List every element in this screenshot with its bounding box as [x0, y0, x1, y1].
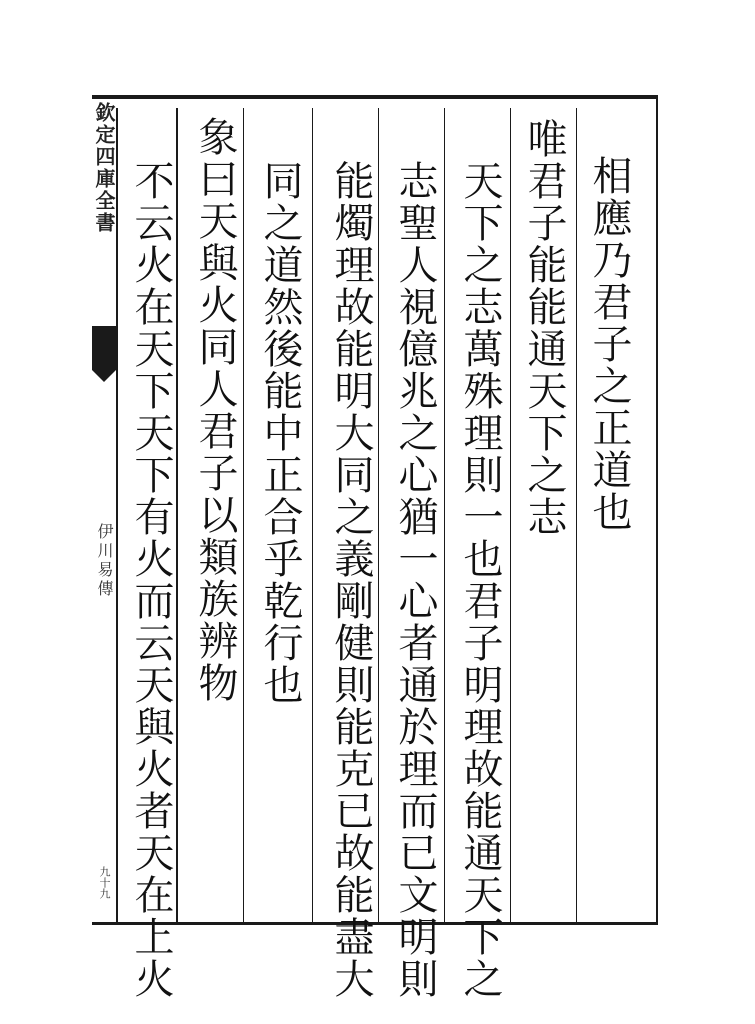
text-column-2: 唯君子能能通天下之志 — [521, 118, 567, 538]
text-column-8: 不云火在天下天下有火而云天與火者天在上火 — [128, 160, 174, 1000]
text-column-3: 天下之志萬殊理則一也君子明理故能通天下之 — [457, 160, 503, 1000]
margin-title: 欽定四庫全書 — [92, 102, 116, 234]
column-rule — [510, 108, 511, 923]
column-rule — [576, 108, 577, 923]
text-column-5: 能燭理故能明大同之義剛健則能克已故能盡大 — [328, 160, 374, 1000]
text-column-7: 象曰天與火同人君子以類族辨物 — [192, 116, 238, 704]
margin-strip — [92, 98, 116, 923]
book-name: 伊川易傳 — [95, 523, 114, 599]
column-rule — [444, 108, 445, 923]
column-rule — [116, 108, 118, 923]
column-rule — [243, 108, 244, 923]
text-column-6: 同之道然後能中正合乎乾行也 — [257, 160, 303, 706]
column-rule — [176, 108, 178, 923]
text-column-1: 相應乃君子之正道也 — [586, 155, 632, 533]
text-column-4: 志聖人視億兆之心猶一心者通於理而已文明則 — [392, 160, 438, 1000]
fishtail-mark — [92, 326, 116, 370]
page-number: 九十九 — [98, 866, 111, 899]
column-rule — [312, 108, 313, 923]
column-rule — [378, 108, 379, 923]
